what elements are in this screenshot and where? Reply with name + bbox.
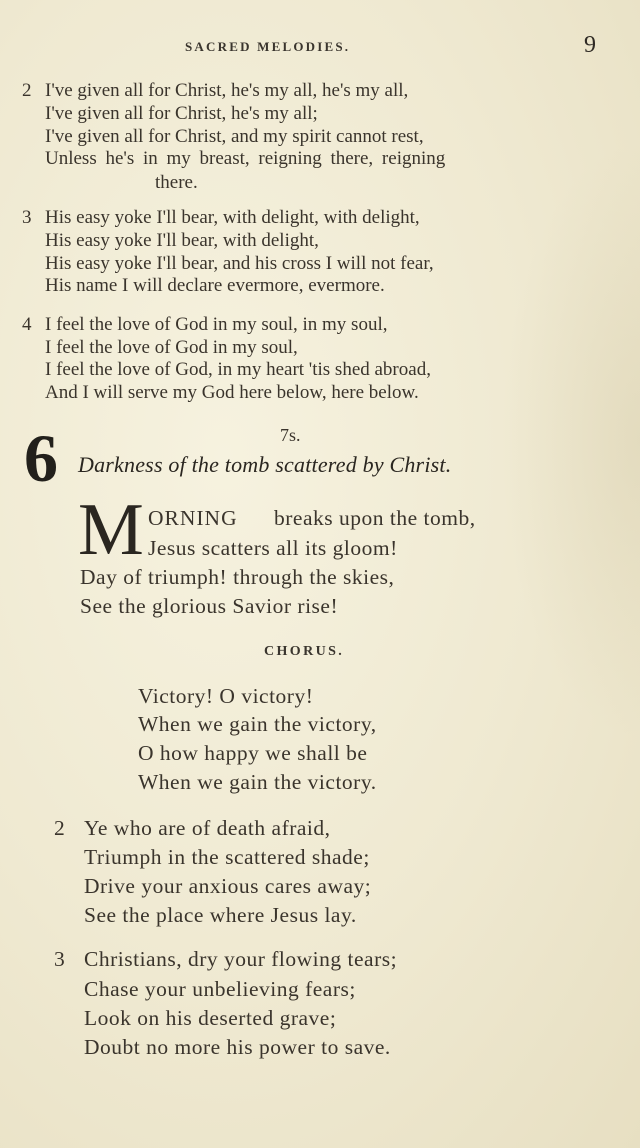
- paper-stain: [500, 140, 640, 740]
- verse-line: Day of triumph! through the skies,: [80, 565, 395, 589]
- running-title: SACRED MELODIES.: [185, 39, 351, 54]
- verse-number: 3: [22, 207, 32, 228]
- verse-line: Christians, dry your flowing tears;: [84, 947, 398, 971]
- verse-number: 2: [22, 80, 32, 101]
- chorus-line: O how happy we shall be: [138, 741, 368, 765]
- chorus-line: When we gain the victory,: [138, 712, 377, 736]
- verse-line: Unless he's in my breast, reigning there, reigning: [45, 148, 446, 169]
- verse-line: I've given all for Christ, he's my all, he's my all,: [45, 80, 409, 101]
- verse-line: His easy yoke I'll bear, with delight, with delight,: [45, 207, 420, 228]
- verse-number: 4: [22, 314, 32, 335]
- verse-line: His name I will declare evermore, evermore.: [45, 275, 385, 296]
- verse-line: Chase your unbelieving fears;: [84, 977, 356, 1001]
- verse-line: there.: [155, 172, 198, 193]
- verse-line: I feel the love of God in my soul, in my soul,: [45, 314, 388, 335]
- verse-line: Doubt no more his power to save.: [84, 1035, 391, 1059]
- verse-line: I feel the love of God in my soul,: [45, 337, 298, 358]
- page-header: [0, 32, 640, 62]
- verse-line: Jesus scatters all its gloom!: [148, 536, 398, 560]
- verse-line: Drive your anxious cares away;: [84, 874, 372, 898]
- verse-line: His easy yoke I'll bear, and his cross I will not fear,: [45, 253, 434, 274]
- verse-line: I feel the love of God, in my heart 'tis shed abroad,: [45, 359, 431, 380]
- chorus-line: When we gain the victory.: [138, 770, 377, 794]
- chorus-line: Victory! O victory!: [138, 684, 314, 708]
- verse-number: 2: [54, 816, 65, 840]
- page-number: 9: [584, 32, 596, 58]
- verse-line: And I will serve my God here below, here below.: [45, 382, 419, 403]
- verse-line: Ye who are of death afraid,: [84, 816, 331, 840]
- verse-line: Triumph in the scattered shade;: [84, 845, 370, 869]
- verse-line: His easy yoke I'll bear, with delight,: [45, 230, 319, 251]
- first-word-rest: ORNING: [148, 506, 238, 530]
- verse-line: See the place where Jesus lay.: [84, 903, 357, 927]
- hymn-number: 6: [24, 420, 58, 496]
- chorus-label: CHORUS.: [264, 644, 345, 659]
- verse-line: See the glorious Savior rise!: [80, 594, 339, 618]
- verse-line: Look on his deserted grave;: [84, 1006, 337, 1030]
- verse-line: I've given all for Christ, he's my all;: [45, 103, 318, 124]
- drop-cap: M: [78, 489, 144, 571]
- hymn-meter: 7s.: [280, 425, 301, 445]
- hymn-title: Darkness of the tomb scattered by Christ.: [78, 452, 452, 477]
- verse-number: 3: [54, 947, 65, 971]
- verse-line: breaks upon the tomb,: [274, 506, 476, 530]
- verse-line: I've given all for Christ, and my spirit cannot rest,: [45, 126, 424, 147]
